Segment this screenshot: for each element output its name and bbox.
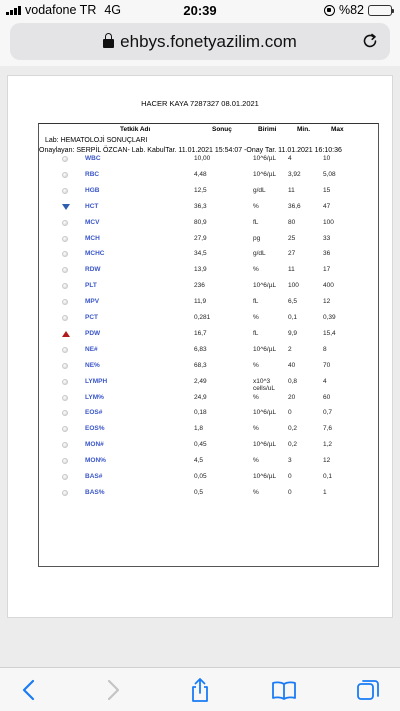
table-row — [39, 152, 379, 168]
max-value: 60 — [323, 393, 331, 401]
unit: pg — [253, 234, 261, 242]
test-name[interactable]: LYM% — [85, 393, 104, 401]
forward-icon[interactable] — [99, 677, 125, 703]
result-value: 24,9 — [194, 393, 207, 401]
max-value: 47 — [323, 202, 331, 210]
result-value: 0,05 — [194, 473, 207, 480]
max-value: 100 — [323, 218, 334, 226]
table-row — [39, 422, 379, 438]
min-value: 40 — [288, 361, 296, 369]
carrier-name: vodafone TR — [25, 3, 97, 17]
normal-dot-icon — [62, 490, 69, 497]
min-value: 0,1 — [288, 314, 298, 321]
table-row — [39, 279, 379, 295]
result-value: 16,7 — [194, 329, 207, 337]
unit: % — [253, 425, 259, 433]
table-row — [39, 327, 379, 343]
unit: % — [253, 457, 259, 465]
approver-line: Onaylayan: SERPİL ÖZCAN- Lab. KabulTar. 11.01.2021 15:54:07 -Onay Tar. 11.01.2021 16:10:36 — [39, 147, 342, 154]
header-min: Min. — [297, 126, 310, 133]
table-row — [39, 470, 379, 486]
max-value: 12 — [323, 298, 331, 306]
result-value: 0,18 — [194, 409, 207, 417]
table-row — [39, 295, 379, 311]
result-value: 68,3 — [194, 361, 207, 369]
result-value: 6,83 — [194, 345, 207, 353]
test-name[interactable]: RDW — [85, 266, 101, 274]
normal-dot-icon — [62, 379, 69, 386]
result-value: 10,00 — [194, 155, 211, 162]
max-value: 70 — [323, 361, 331, 369]
normal-dot-icon — [62, 172, 69, 179]
result-value: 13,9 — [194, 266, 207, 274]
unit: % — [253, 266, 259, 274]
battery-percent: %82 — [338, 3, 364, 17]
unit: fL — [253, 218, 259, 226]
min-value: 0,8 — [288, 377, 298, 385]
max-value: 0,39 — [323, 314, 336, 321]
table-row — [39, 263, 379, 279]
test-name[interactable]: PDW — [85, 329, 101, 337]
max-value: 1 — [323, 488, 327, 496]
min-value: 80 — [288, 218, 296, 226]
max-value: 15 — [323, 186, 331, 194]
max-value: 400 — [323, 282, 334, 290]
max-value: 36 — [323, 250, 331, 258]
test-name[interactable]: MON# — [85, 441, 104, 449]
test-name[interactable]: WBC — [85, 155, 101, 162]
max-value: 0,7 — [323, 409, 333, 417]
max-value: 1,2 — [323, 441, 333, 449]
normal-dot-icon — [62, 458, 69, 465]
table-row — [39, 406, 379, 422]
result-value: 36,3 — [194, 202, 207, 210]
table-row — [39, 359, 379, 375]
result-value: 4,48 — [194, 170, 207, 178]
unit: fL — [253, 329, 259, 337]
result-value: 11,9 — [194, 298, 207, 306]
min-value: 0 — [288, 473, 292, 480]
table-row — [39, 247, 379, 263]
table-row — [39, 184, 379, 200]
test-name[interactable]: NE% — [85, 361, 100, 369]
unit: % — [253, 202, 259, 210]
address-bar[interactable] — [10, 23, 390, 60]
unit: % — [253, 361, 259, 369]
unit: 10^6/µL — [253, 441, 277, 449]
url-text: ehbys.fonetyazilim.com — [120, 32, 297, 51]
unit: fL — [253, 298, 259, 306]
max-value: 33 — [323, 234, 331, 242]
test-name[interactable]: MCV — [85, 218, 100, 226]
table-row — [39, 232, 379, 248]
unit: % — [253, 314, 259, 321]
unit: g/dL — [253, 186, 266, 194]
browser-toolbar — [0, 667, 400, 711]
test-name[interactable]: MON% — [85, 457, 106, 465]
test-name[interactable]: NE# — [85, 345, 98, 353]
test-name[interactable]: PCT — [85, 314, 98, 321]
results-table — [38, 123, 379, 567]
normal-dot-icon — [62, 283, 69, 290]
result-value: 236 — [194, 282, 205, 290]
unit: 10^6/µL — [253, 409, 277, 417]
header-test: Tetkik Adı — [120, 126, 151, 133]
network-type: 4G — [104, 3, 122, 17]
table-row — [39, 454, 379, 470]
min-value: 0 — [288, 488, 292, 496]
max-value: 10 — [323, 155, 331, 162]
normal-dot-icon — [62, 267, 69, 274]
unit: 10^6/µL — [253, 170, 277, 178]
test-name[interactable]: EOS% — [85, 425, 105, 433]
table-row — [39, 311, 379, 327]
normal-dot-icon — [62, 442, 69, 449]
table-row — [39, 343, 379, 359]
normal-dot-icon — [62, 315, 69, 322]
header-max: Max — [331, 126, 344, 133]
result-value: 34,5 — [194, 250, 207, 258]
web-page — [0, 66, 400, 667]
test-name[interactable]: BAS% — [85, 488, 105, 496]
test-name[interactable]: HCT — [85, 202, 99, 210]
low-flag-icon — [62, 204, 69, 211]
table-row — [39, 486, 379, 502]
min-value: 11 — [288, 266, 295, 274]
normal-dot-icon — [62, 251, 69, 258]
test-name[interactable]: MCH — [85, 234, 100, 242]
min-value: 9,9 — [288, 329, 298, 337]
patient-line: HACER KAYA 7287327 08.01.2021 — [141, 99, 259, 108]
bookmarks-icon[interactable] — [271, 677, 297, 703]
normal-dot-icon — [62, 474, 69, 481]
normal-dot-icon — [62, 188, 69, 195]
result-value: 0,5 — [194, 488, 204, 496]
reload-icon[interactable] — [360, 31, 380, 51]
unit: % — [253, 488, 259, 496]
header-unit: Birimi — [258, 126, 277, 133]
unit: % — [253, 393, 259, 401]
max-value: 15,4 — [323, 329, 336, 337]
normal-dot-icon — [62, 220, 69, 227]
lock-icon — [103, 39, 114, 48]
lab-line: Lab: HEMATOLOJİ SONUÇLARI — [45, 137, 148, 144]
result-value: 4,5 — [194, 457, 204, 465]
min-value: 100 — [288, 282, 299, 290]
test-name[interactable]: PLT — [85, 282, 97, 290]
result-value: 0,45 — [194, 441, 207, 449]
normal-dot-icon — [62, 156, 69, 163]
table-row — [39, 438, 379, 454]
address-bar-area — [0, 22, 400, 66]
max-value: 0,1 — [323, 473, 333, 480]
tabs-icon[interactable] — [355, 677, 381, 703]
clock: 20:39 — [183, 3, 217, 18]
table-row — [39, 168, 379, 184]
unit: 10^6/µL — [253, 282, 277, 290]
share-icon[interactable] — [187, 677, 213, 703]
min-value: 0 — [288, 409, 292, 417]
normal-dot-icon — [62, 410, 69, 417]
normal-dot-icon — [62, 236, 69, 243]
max-value: 17 — [323, 266, 331, 274]
max-value: 7,6 — [323, 425, 333, 433]
test-name[interactable]: MCHC — [85, 250, 105, 258]
max-value: 12 — [323, 457, 331, 465]
normal-dot-icon — [62, 395, 69, 402]
result-value: 1,8 — [194, 425, 204, 433]
test-name[interactable]: BAS# — [85, 473, 103, 480]
table-row — [39, 200, 379, 216]
normal-dot-icon — [62, 426, 69, 433]
result-value: 80,9 — [194, 218, 207, 226]
result-value: 2,49 — [194, 377, 207, 385]
unit: 10^6/µL — [253, 155, 277, 162]
unit: 10^6/µL — [253, 473, 277, 480]
min-value: 3 — [288, 457, 292, 465]
min-value: 20 — [288, 393, 296, 401]
unit: g/dL — [253, 250, 266, 258]
battery-icon — [368, 5, 392, 16]
status-bar — [0, 0, 400, 22]
max-value: 4 — [323, 377, 327, 385]
result-value: 27,9 — [194, 234, 207, 242]
table-row — [39, 375, 379, 391]
min-value: 4 — [288, 155, 292, 162]
back-icon[interactable] — [17, 677, 43, 703]
min-value: 36,6 — [288, 202, 301, 210]
test-name[interactable]: RBC — [85, 170, 100, 178]
min-value: 2 — [288, 345, 292, 353]
result-value: 0,281 — [194, 314, 211, 321]
min-value: 0,2 — [288, 425, 298, 433]
min-value: 3,92 — [288, 170, 301, 178]
max-value: 8 — [323, 345, 327, 353]
table-row — [39, 216, 379, 232]
unit: x10^3 cells/uL — [253, 377, 276, 393]
test-name[interactable]: EOS# — [85, 409, 103, 417]
unit: 10^6/µL — [253, 345, 277, 353]
min-value: 25 — [288, 234, 296, 242]
max-value: 5,08 — [323, 170, 336, 178]
normal-dot-icon — [62, 299, 69, 306]
rotation-lock-icon — [324, 5, 335, 16]
report-document — [7, 75, 393, 618]
min-value: 11 — [288, 186, 295, 194]
test-name[interactable]: MPV — [85, 298, 100, 306]
test-name[interactable]: HGB — [85, 186, 100, 194]
min-value: 27 — [288, 250, 296, 258]
result-value: 12,5 — [194, 186, 207, 194]
min-value: 6,5 — [288, 298, 298, 306]
status-right — [324, 3, 392, 17]
test-name[interactable]: LYMPH — [85, 377, 108, 385]
min-value: 0,2 — [288, 441, 298, 449]
header-result: Sonuç — [212, 126, 232, 133]
high-flag-icon — [62, 331, 69, 338]
normal-dot-icon — [62, 347, 69, 354]
table-row — [39, 391, 379, 407]
normal-dot-icon — [62, 363, 69, 370]
